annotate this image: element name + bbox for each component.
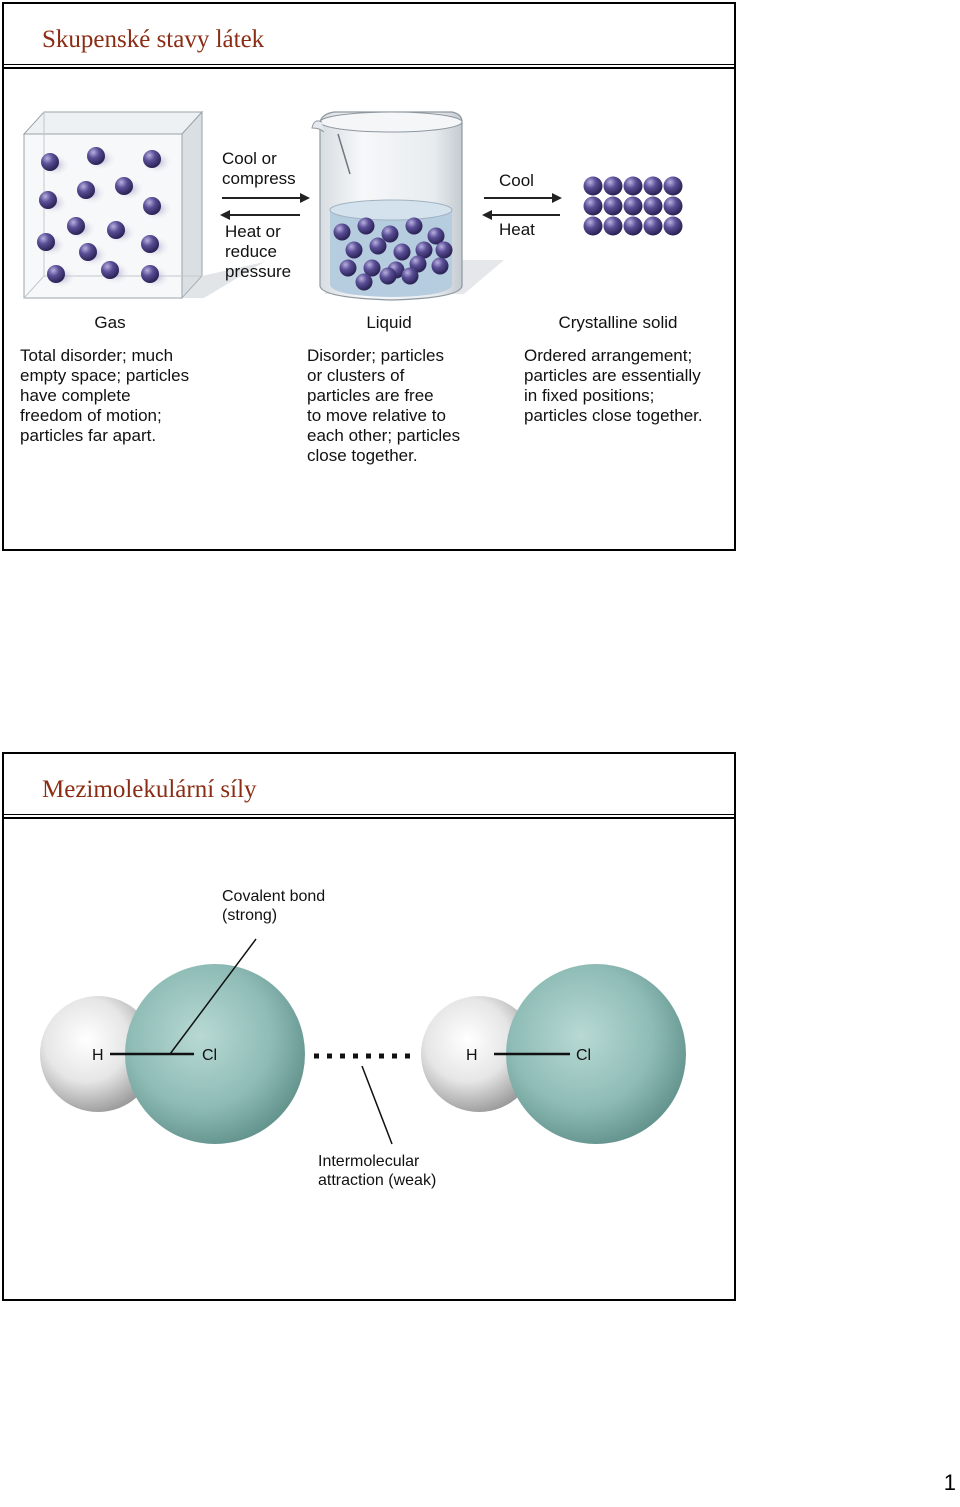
particle <box>39 191 57 209</box>
state-name-gas: Gas <box>94 313 126 332</box>
particle <box>77 181 95 199</box>
particle <box>406 218 423 235</box>
label-heat-or-reduce: Heat or reduce pressure <box>225 222 292 281</box>
particle <box>141 265 159 283</box>
atom-label-h: H <box>466 1047 478 1064</box>
intermolecular-label: Intermolecular attraction (weak) <box>318 1153 437 1189</box>
particle <box>47 265 65 283</box>
label-heat: Heat <box>499 220 535 239</box>
hcl-molecule-1 <box>40 964 305 1144</box>
arrow-cool-compress <box>222 193 310 203</box>
description-solid: Ordered arrangement; particles are essentially in fixed positions; particles close together. <box>524 346 703 425</box>
particle <box>107 221 125 239</box>
particle <box>334 224 351 241</box>
particle <box>584 217 603 236</box>
particle <box>664 197 683 216</box>
particle <box>141 235 159 253</box>
particle <box>624 197 643 216</box>
arrow-cool <box>484 193 562 203</box>
particle <box>604 217 623 236</box>
particle <box>346 242 363 259</box>
particle <box>356 274 373 291</box>
slide-title: Skupenské stavy látek <box>42 26 265 53</box>
particle <box>143 150 161 168</box>
states-of-matter-figure <box>4 4 734 549</box>
particle <box>358 218 375 235</box>
particle <box>584 197 603 216</box>
particle <box>604 197 623 216</box>
description-liquid: Disorder; particles or clusters of particles are free to move relative to each other; particles close together. <box>307 346 461 465</box>
particle <box>143 197 161 215</box>
intermolecular-leader <box>362 1066 392 1144</box>
arrow-heat-reduce <box>220 210 300 220</box>
state-name-solid: Crystalline solid <box>558 313 678 332</box>
arrow-heat <box>482 210 560 220</box>
atom-label-h: H <box>92 1047 104 1064</box>
particle <box>402 268 419 285</box>
particle <box>664 177 683 196</box>
label-cool: Cool <box>499 171 534 190</box>
atom-label-cl: Cl <box>202 1047 218 1064</box>
label-cool-or-compress: Cool or compress <box>222 149 296 188</box>
particle <box>604 177 623 196</box>
particle <box>115 177 133 195</box>
particle <box>624 177 643 196</box>
particle <box>79 243 97 261</box>
description-gas: Total disorder; much empty space; particles have complete freedom of motion; particles far apart. <box>20 346 190 445</box>
hcl-molecules-figure <box>4 754 734 1299</box>
slide-states-of-matter <box>2 2 736 551</box>
solid-particles <box>584 177 683 236</box>
particle <box>87 147 105 165</box>
particle <box>380 268 397 285</box>
atom-label-cl: Cl <box>576 1047 592 1064</box>
particle <box>624 217 643 236</box>
particle <box>664 217 683 236</box>
particle <box>436 242 453 259</box>
particle <box>644 197 663 216</box>
particle <box>432 258 449 275</box>
slide-intermolecular-forces <box>2 752 736 1301</box>
particle <box>394 244 411 261</box>
particle <box>644 217 663 236</box>
particle <box>382 226 399 243</box>
particle <box>644 177 663 196</box>
particle <box>584 177 603 196</box>
slide-title: Mezimolekulární síly <box>42 776 257 803</box>
page-number: 1 <box>943 1470 956 1495</box>
particle <box>370 238 387 255</box>
particle <box>101 261 119 279</box>
particle <box>41 153 59 171</box>
particle <box>67 217 85 235</box>
covalent-bond-label: Covalent bond (strong) <box>222 888 326 924</box>
particle <box>340 260 357 277</box>
particle <box>37 233 55 251</box>
state-name-liquid: Liquid <box>366 313 412 332</box>
hcl-molecule-2 <box>421 964 686 1144</box>
